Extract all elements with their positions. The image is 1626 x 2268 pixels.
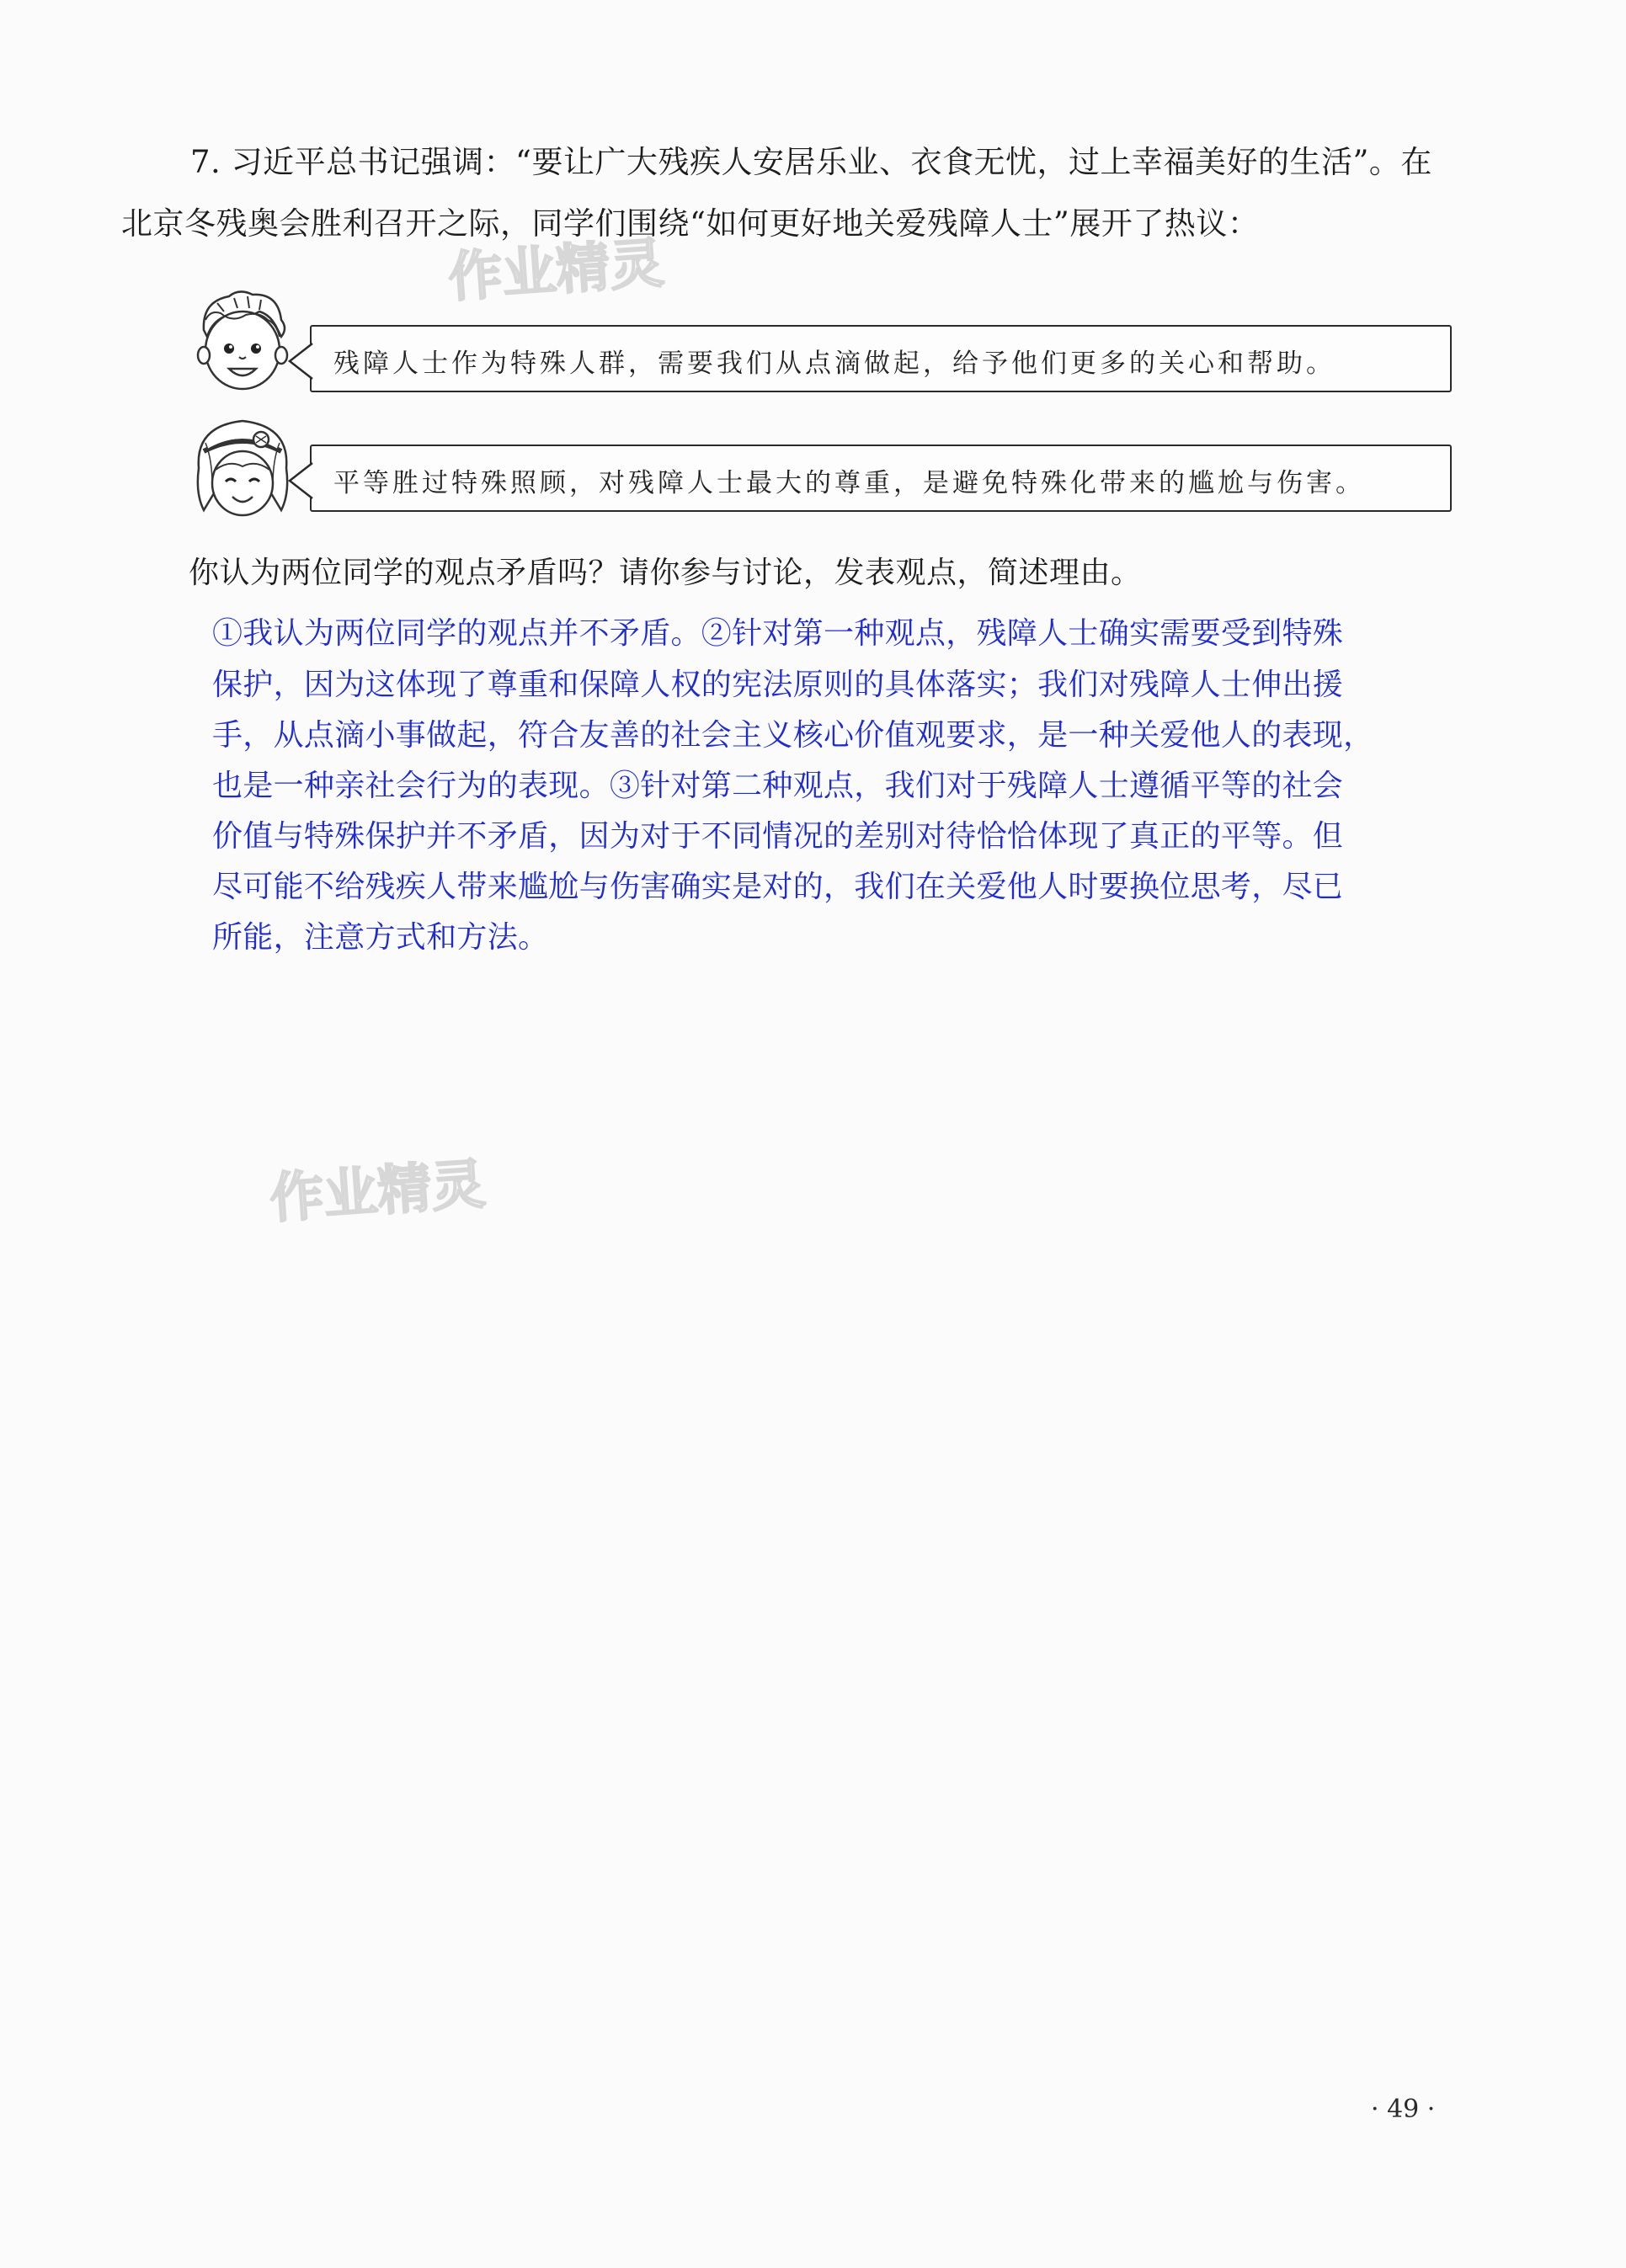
answer-line-4: 也是一种亲社会行为的表现。③针对第二种观点，我们对于残障人士遵循平等的社会 <box>212 769 1344 803</box>
question-text-line-1: 7. 习近平总书记强调：“要让广大残疾人安居乐业、衣食无忧，过上幸福美好的生活”。在 <box>190 144 1432 180</box>
answer-line-2: 保护，因为这体现了尊重和保障人权的宪法原则的具体落实；我们对残障人士伸出援 <box>212 668 1344 702</box>
watermark-top: 作业精灵 <box>446 232 666 310</box>
answer-line-5: 价值与特殊保护并不矛盾，因为对于不同情况的差别对待恰恰体现了真正的平等。但 <box>212 819 1344 854</box>
speech-bubble-tail-icon <box>288 342 313 381</box>
watermark-middle: 作业精灵 <box>268 1153 488 1231</box>
girl-avatar-icon <box>187 409 298 527</box>
speech-bubble-girl <box>310 445 1452 512</box>
question-prompt: 你认为两位同学的观点矛盾吗？请你参与讨论，发表观点，简述理由。 <box>189 556 1142 590</box>
speech-bubble-boy <box>310 325 1452 392</box>
answer-line-7: 所能，注意方式和方法。 <box>212 920 549 955</box>
speech-bubble-tail-icon <box>288 461 313 500</box>
speech-text-girl: 平等胜过特殊照顾，对残障人士最大的尊重，是避免特殊化带来的尴尬与伤害。 <box>333 468 1365 498</box>
boy-avatar-icon <box>187 286 298 404</box>
question-text-line-2: 北京冬残奥会胜利召开之际，同学们围绕“如何更好地关爱残障人士”展开了热议： <box>121 205 1260 242</box>
page-number: · 49 · <box>1371 2095 1436 2124</box>
answer-line-3: 手，从点滴小事做起，符合友善的社会主义核心价值观要求，是一种关爱他人的表现， <box>212 718 1374 753</box>
answer-line-6: 尽可能不给残疾人带来尴尬与伤害确实是对的，我们在关爱他人时要换位思考，尽已 <box>212 870 1344 904</box>
speech-text-boy: 残障人士作为特殊人群，需要我们从点滴做起，给予他们更多的关心和帮助。 <box>333 349 1335 379</box>
answer-line-1: ①我认为两位同学的观点并不矛盾。②针对第一种观点，残障人士确实需要受到特殊 <box>212 616 1344 651</box>
